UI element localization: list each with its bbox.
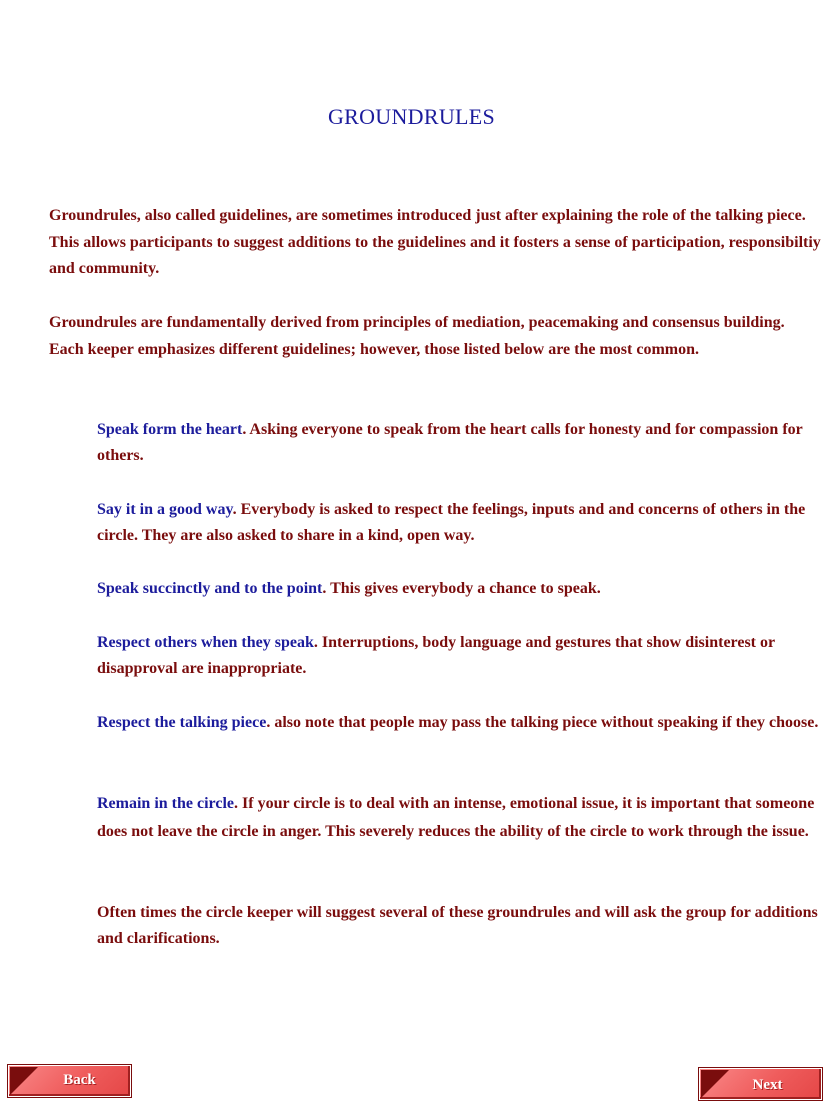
- intro-paragraph: Groundrules are fundamentally derived from principles of mediation, peacemaking and consensus building. Each keeper emphasizes different guidelines; however, those listed below are the most common.: [49, 314, 785, 358]
- rule-lead: Respect others when they speak: [97, 634, 314, 651]
- rule-item: [97, 790, 821, 846]
- rule-lead: Speak form the heart: [97, 421, 243, 438]
- closing-paragraph: Often times the circle keeper will suggest several of these groundrules and will ask the group for additions and clarifications.: [97, 904, 818, 948]
- rule-lead: Remain in the circle: [97, 795, 235, 812]
- rule-lead: Respect the talking piece: [97, 714, 267, 731]
- rule-text: . If your circle is to deal with an intense, emotional issue, it is important that someone does not leave the circle in anger. This severely reduces the ability of the circle to work through the issue.: [97, 795, 815, 840]
- rule-item: [97, 710, 821, 736]
- rule-text: . Everybody is asked to respect the feelings, inputs and and concerns of others in the circle. They are also asked to share in a kind, open way.: [97, 501, 806, 545]
- rule-text: . Asking everyone to speak from the heart calls for honesty and for compassion for others.: [97, 421, 803, 465]
- rule-text: . This gives everybody a chance to speak.: [322, 580, 601, 597]
- rule-item: [97, 417, 821, 470]
- rule-item: [97, 497, 821, 550]
- back-button[interactable]: [7, 1064, 132, 1098]
- intro-paragraph: Groundrules, also called guidelines, are sometimes introduced just after explaining the role of the talking piece. This allows participants to suggest additions to the guidelines and it fosters a sense of participation, responsibiltiy and community.: [49, 207, 821, 278]
- rule-text: . also note that people may pass the talking piece without speaking if they choose.: [266, 714, 819, 731]
- rule-item: [97, 576, 821, 602]
- rule-item: [97, 630, 821, 683]
- rule-lead: Speak succinctly and to the point: [97, 580, 323, 597]
- next-button-label: Next: [752, 1077, 783, 1093]
- next-button[interactable]: [698, 1067, 823, 1101]
- rule-text: . Interruptions, body language and gestures that show disinterest or disapproval are inappropriate.: [97, 634, 775, 678]
- back-button-label: Back: [63, 1072, 96, 1088]
- rule-lead: Say it in a good way: [97, 501, 233, 518]
- page-title: GROUNDRULES: [327, 104, 496, 129]
